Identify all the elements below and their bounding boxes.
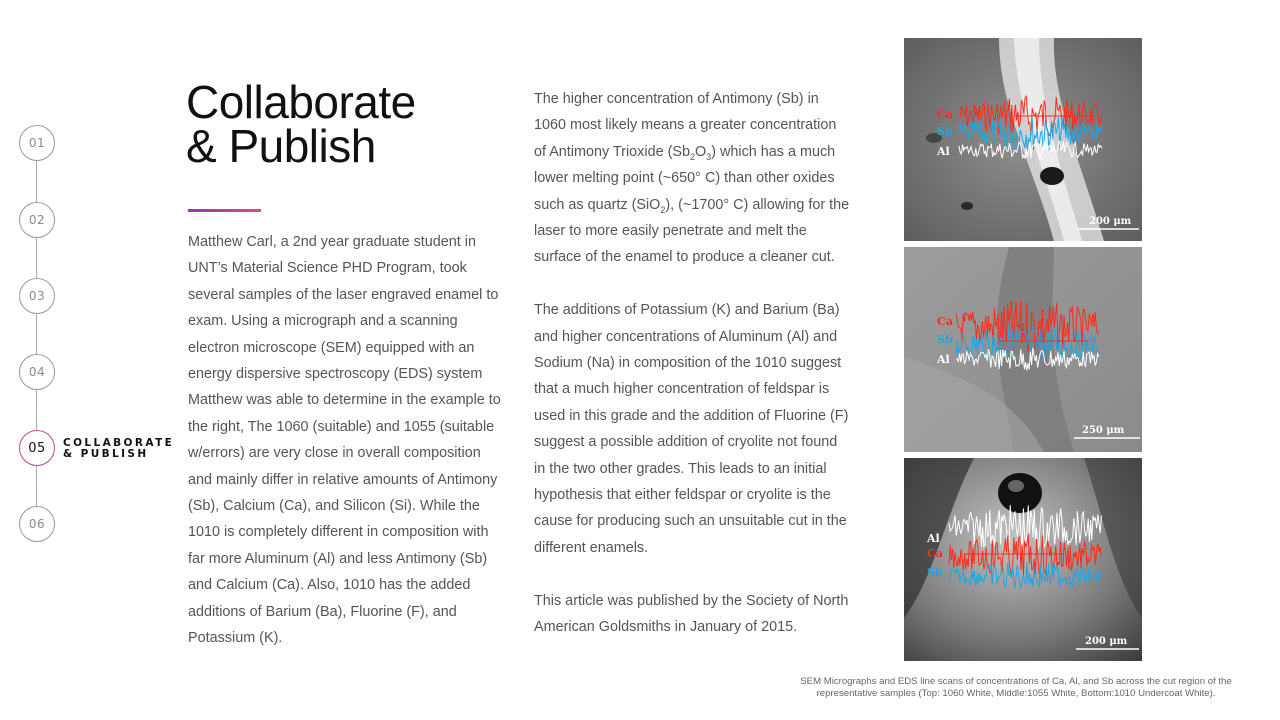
left-column-text (188, 229, 504, 652)
p1-subscript-3: 2 (660, 204, 666, 215)
label-ca-1: Ca (937, 108, 953, 121)
page-title-line2: & Publish (186, 120, 376, 172)
p1-segment-b: O (695, 143, 707, 160)
active-step-label-line2: & PUBLISH (63, 447, 149, 460)
p1-segment-a: The higher concentration of Antimony (Sb) in 1060 most likely means a greater concentration of Antimony Trioxide (Sb (534, 91, 837, 160)
p1-subscript-1: 2 (689, 151, 695, 162)
title-accent-bar (188, 209, 261, 212)
middle-paragraph-1 (534, 86, 850, 271)
middle-paragraph-2: The additions of Potassium (K) and Barium (Ba) and higher concentrations of Aluminum (Al) and Sodium (Na) in composition of the 1010 suggest that a much higher concentration of feldspar is used in this grade and the addition of Fluorine (F) suggest a possible addition of cryolite not found in the two other grades. This leads to an initial hypothesis that either feldspar or cryolite is the cause for producing such an unsuitable cut in the different enamels. (534, 302, 849, 556)
step-05-button[interactable]: 05 (19, 430, 55, 466)
figure-caption: SEM Micrographs and EDS line scans of concentrations of Ca, Al, and Sb across the cut region of the representative samples (Top: 1060 White, Middle:1055 White, Bottom:1010 Undercoat White). (800, 676, 1232, 699)
label-ca-2: Ca (937, 315, 953, 328)
sem-image-1055 (904, 247, 1142, 452)
active-step-label-line1: COLLABORATE (63, 437, 175, 449)
label-al-1: Al (937, 145, 950, 158)
scale-label-3: 200 μm (1085, 636, 1128, 647)
scale-label-2: 250 μm (1082, 425, 1125, 436)
label-sb-3: Sb (927, 566, 943, 579)
label-al-2: Al (937, 353, 950, 366)
middle-paragraph-3: This article was published by the Society of North American Goldsmiths in January of 2015. (534, 592, 849, 636)
step-03-button[interactable]: 03 (19, 278, 55, 314)
label-sb-1: Sb (937, 125, 953, 138)
left-paragraph: Matthew Carl, a 2nd year graduate student in UNT’s Material Science PHD Program, took several samples of the laser engraved enamel to exam. Using a micrograph and a scanning electron microscope (SEM) equipped with an energy dispersive spectroscopy (EDS) system Matthew was able to determine in the example to the right, The 1060 (suitable) and 1055 (suitable w/errors) are very close in overall composition and mainly differ in relative amounts of Antimony (Sb), Calcium (Ca), and Silicon (Si). While the 1010 is completely different in composition with far more Aluminum (Al) and less Antimony (Sb) and Calcium (Ca). Also, 1010 has the added additions of Barium (Ba), Fluorine (F), and Potassium (K). (188, 234, 501, 647)
p1-segment-d: ), (~1700° C) allowing for the laser to more easily penetrate and melt the surface of the enamel to produce a cleaner cut. (534, 196, 850, 266)
label-sb-2: Sb (937, 333, 953, 346)
step-06-button[interactable]: 06 (19, 506, 55, 542)
sem-image-1060 (904, 38, 1142, 241)
page-title-line1: Collaborate (186, 76, 416, 128)
label-al-3: Al (927, 532, 940, 545)
p1-segment-c: ) which has a much lower melting point (~650° C) than other oxides such as quartz (SiO (534, 143, 836, 213)
active-step-label[interactable] (63, 438, 174, 459)
step-02-button[interactable]: 02 (19, 202, 55, 238)
sem-image-1010 (904, 458, 1142, 661)
step-navigation (0, 0, 180, 720)
label-ca-3: Ca (927, 547, 943, 560)
page-title (186, 76, 416, 172)
step-04-button[interactable]: 04 (19, 354, 55, 390)
middle-column-text (534, 86, 850, 641)
p1-subscript-2: 3 (706, 151, 712, 162)
scale-label-1: 200 μm (1089, 216, 1132, 227)
step-01-button[interactable]: 01 (19, 125, 55, 161)
